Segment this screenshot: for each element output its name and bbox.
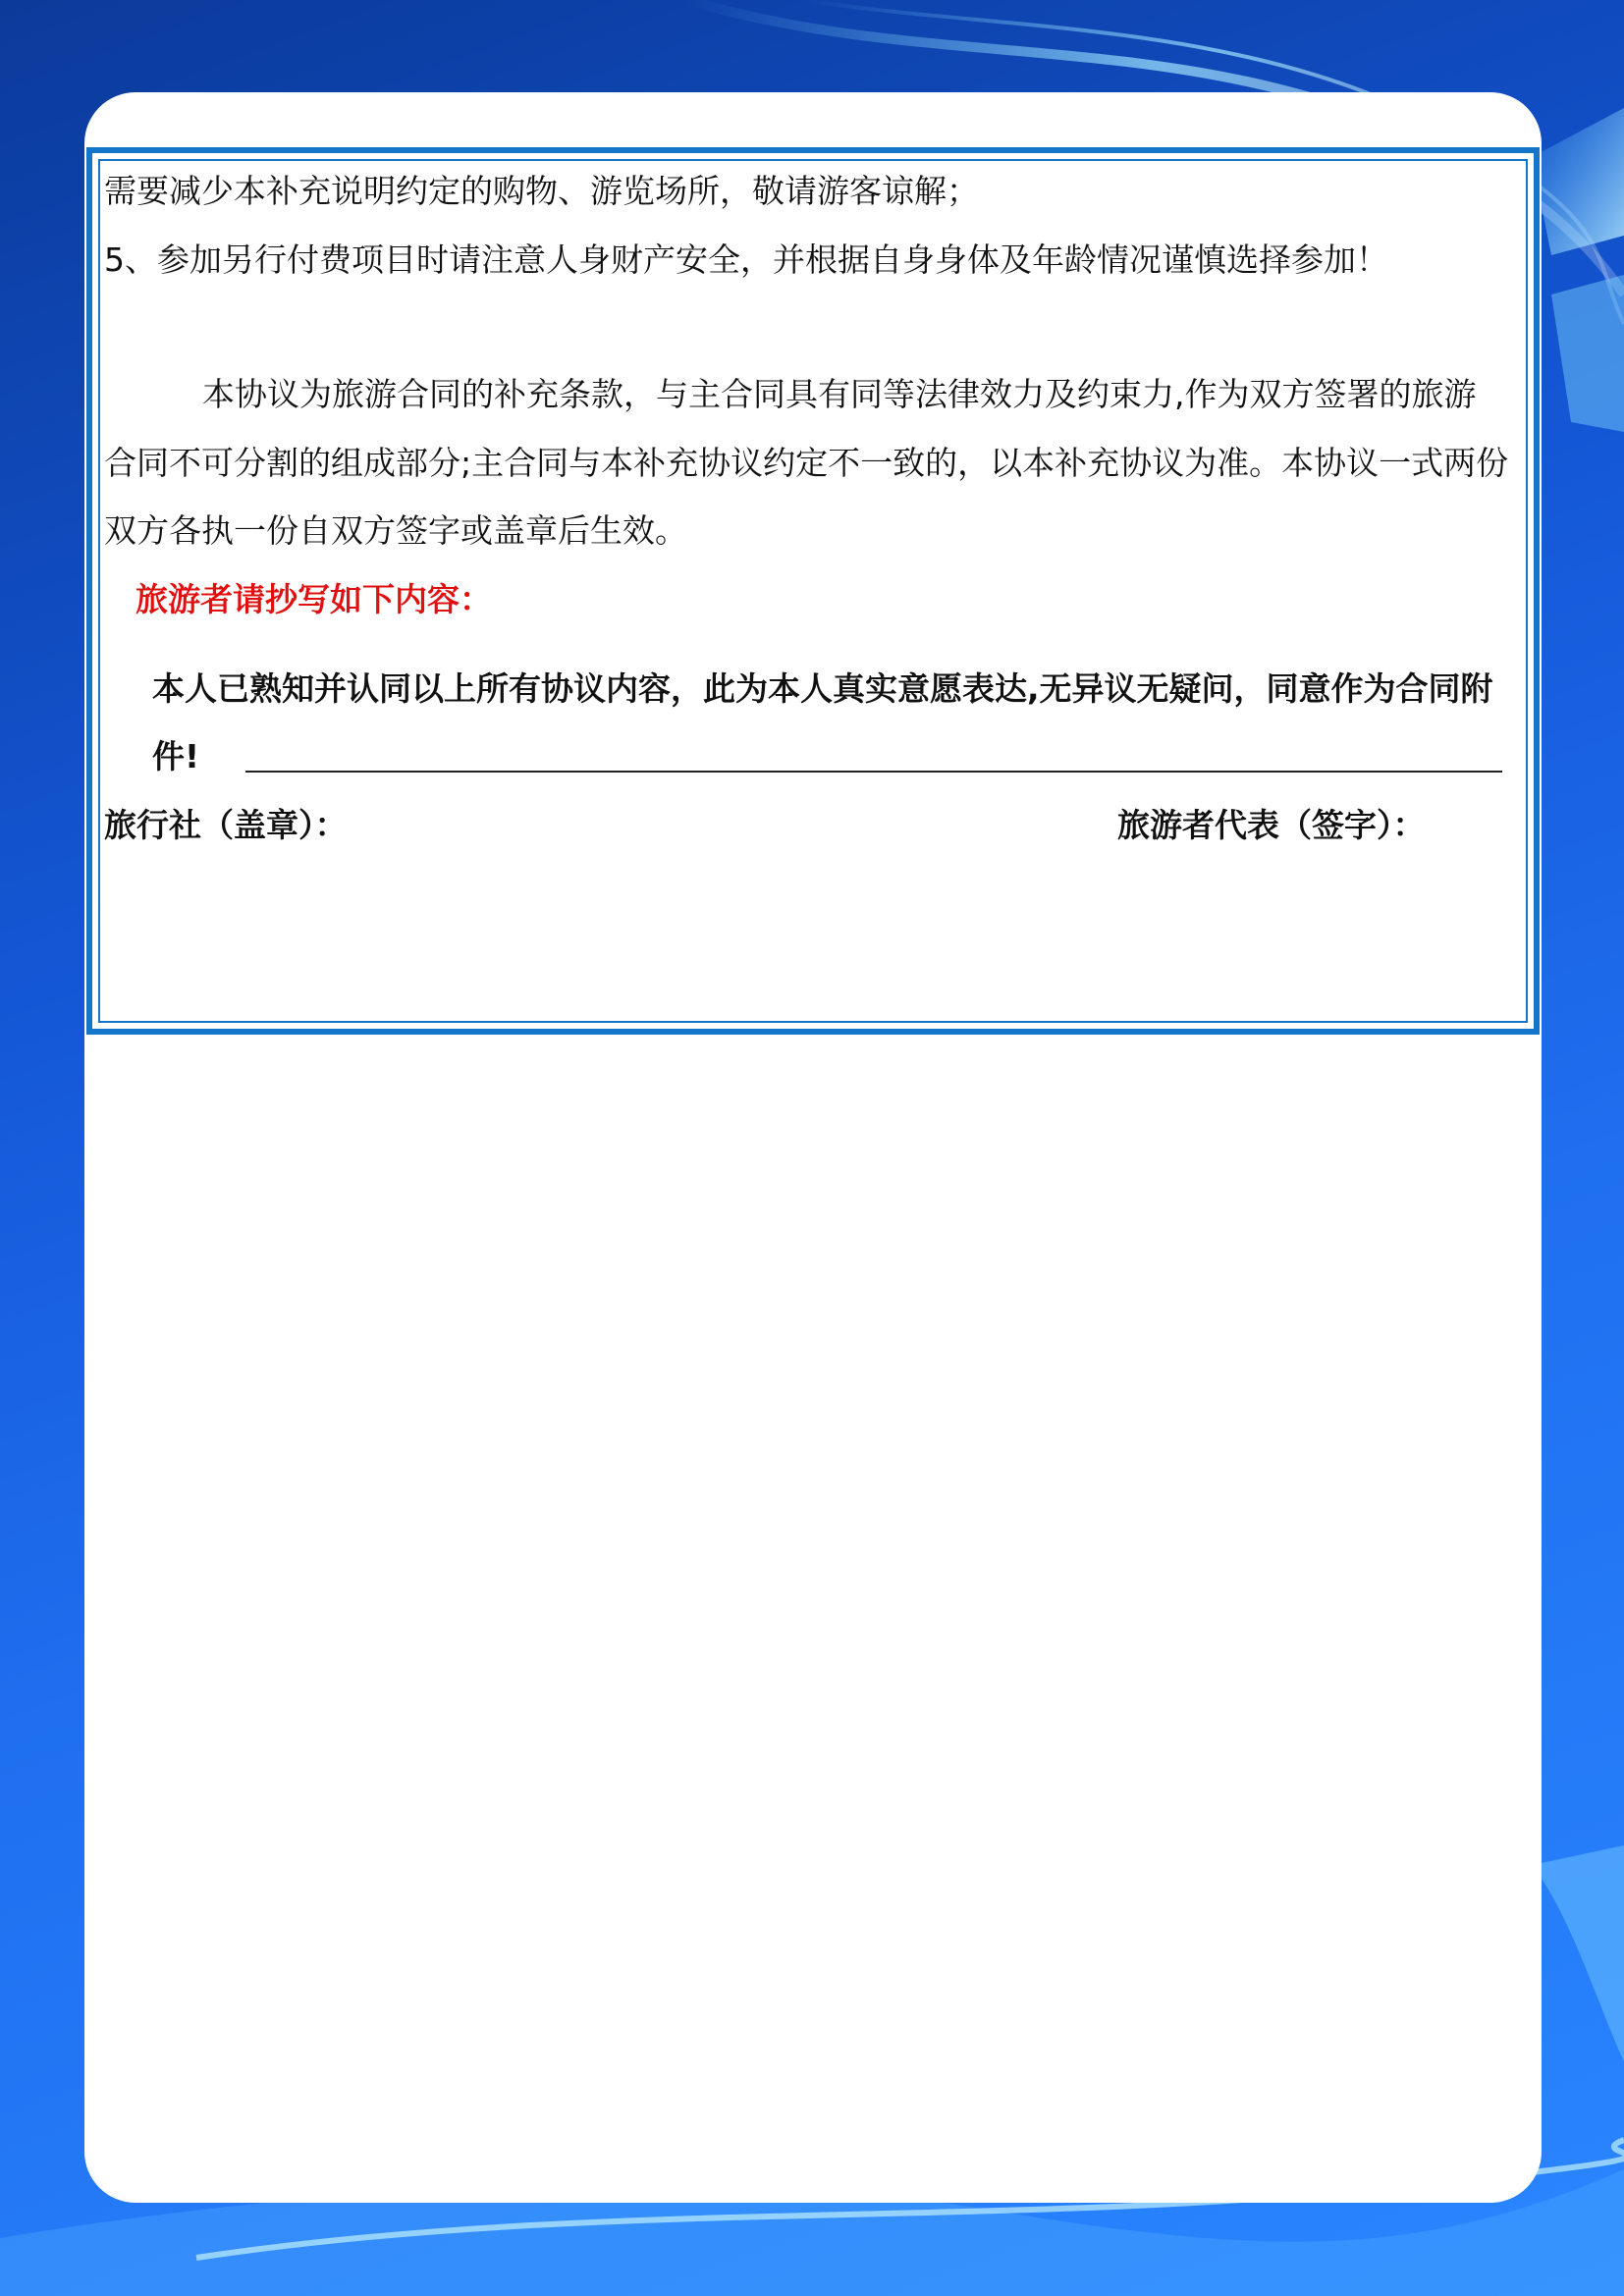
agency-stamp-label: 旅行社（盖章）：: [104, 806, 348, 844]
declaration-line-2: 件!: [152, 737, 200, 775]
paragraph-line-safety-notice: 5、参加另行付费项目时请注意人身财产安全，并根据自身身体及年龄情况谨慎选择参加！: [104, 240, 1388, 279]
copy-instruction-heading: 旅游者请抄写如下内容：: [135, 580, 492, 618]
agreement-line-1: 本协议为旅游合同的补充条款，与主合同具有同等法律效力及约束力,作为双方签署的旅游: [202, 375, 1477, 413]
handwriting-line[interactable]: [245, 771, 1502, 773]
tourist-signature-label: 旅游者代表（签字）：: [1117, 806, 1426, 844]
declaration-line-1: 本人已熟知并认同以上所有协议内容，此为本人真实意愿表达,无异议无疑问，同意作为合同附: [152, 669, 1493, 708]
agreement-line-2: 合同不可分割的组成部分;主合同与本补充协议约定不一致的，以本补充协议为准。本协议一式两份: [104, 444, 1509, 482]
agreement-line-3: 双方各执一份自双方签字或盖章后生效。: [104, 511, 687, 550]
paragraph-line-shopping-notice: 需要减少本补充说明约定的购物、游览场所，敬请游客谅解；: [104, 172, 979, 210]
